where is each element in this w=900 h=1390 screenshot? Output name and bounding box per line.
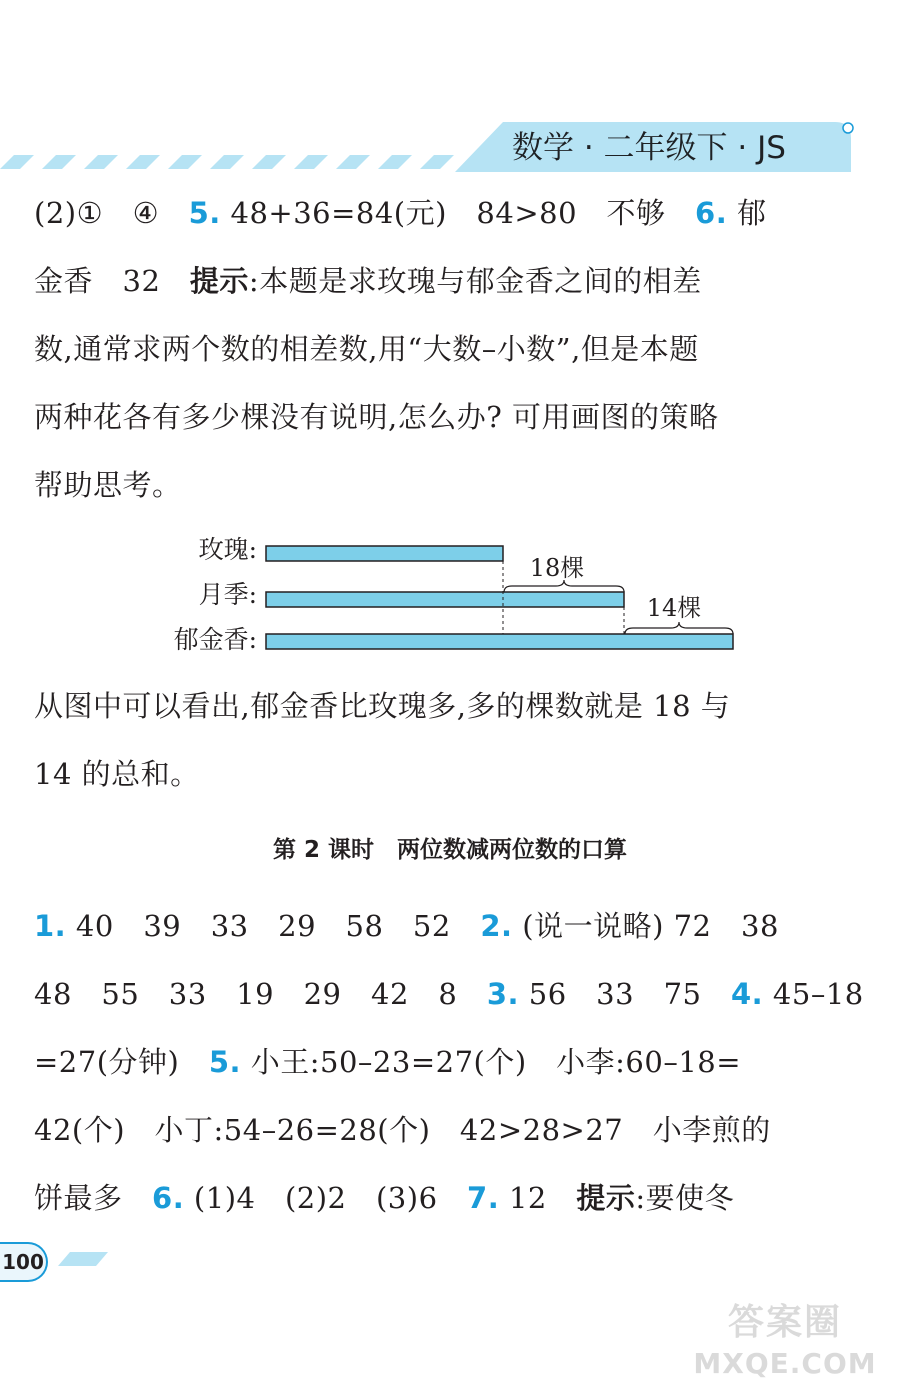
content-line-7: 14 的总和。 <box>34 757 200 791</box>
watermark <box>670 1300 900 1390</box>
question-number: 7. <box>467 1181 500 1215</box>
content-line-4: 两种花各有多少棵没有说明,怎么办? 可用画图的策略 <box>34 400 719 434</box>
diff-label-18: 18棵 <box>529 554 585 582</box>
answer-line-4: 42(个) 小丁:54–26=28(个) 42>28>27 小李煎的 <box>34 1113 771 1147</box>
bar-china-rose <box>266 592 624 607</box>
label-china-rose: 月季: <box>198 580 257 609</box>
bar-diagram <box>140 530 760 670</box>
question-number: 4. <box>731 977 764 1011</box>
question-number: 6. <box>695 196 728 230</box>
brace-14 <box>625 622 733 634</box>
content-line-1: (2)① ④ 5. 48+36=84(元) 84>80 不够 6. 郁 <box>34 196 767 230</box>
question-number: 2. <box>480 909 513 943</box>
hint-label: 提示 <box>576 1181 636 1215</box>
content-line-6: 从图中可以看出,郁金香比玫瑰多,多的棵数就是 18 与 <box>34 689 731 723</box>
watermark-site: MXQE.COM <box>693 1347 877 1380</box>
answer-line-3: =27(分钟) 5. 小王:50–23=27(个) 小李:60–18= <box>34 1045 742 1079</box>
header-title: 数学 · 二年级下 · JS <box>512 130 786 166</box>
bar-tulip <box>266 634 733 649</box>
content-line-5: 帮助思考。 <box>34 468 182 502</box>
label-rose: 玫瑰: <box>198 535 257 564</box>
header-stripes <box>0 155 470 169</box>
footer-stripe <box>58 1252 108 1266</box>
page-number: 100 <box>0 1242 48 1282</box>
question-number: 5. <box>188 196 221 230</box>
watermark-logo: 答案圈 <box>727 1302 842 1343</box>
question-number: 1. <box>34 909 67 943</box>
bar-rose <box>266 546 503 561</box>
content-line-3: 数,通常求两个数的相差数,用“大数–小数”,但是本题 <box>34 332 699 366</box>
question-number: 6. <box>152 1181 185 1215</box>
answer-line-2: 48 55 33 19 29 42 8 3. 56 33 75 4. 45–18 <box>34 977 864 1011</box>
content-line-2: 金香 32 提示:本题是求玫瑰与郁金香之间的相差 <box>34 264 702 298</box>
hint-label: 提示 <box>189 264 249 298</box>
question-number: 5. <box>208 1045 242 1079</box>
section-title: 第 2 课时 两位数减两位数的口算 <box>272 837 628 863</box>
answer-line-5: 饼最多 6. (1)4 (2)2 (3)6 7. 12 提示:要使冬 <box>34 1181 735 1215</box>
question-number: 3. <box>486 977 520 1011</box>
label-tulip: 郁金香: <box>173 625 257 654</box>
answer-line-1: 1. 40 39 33 29 58 52 2. (说一说略) 72 38 <box>34 909 779 943</box>
diff-label-14: 14棵 <box>646 594 702 622</box>
